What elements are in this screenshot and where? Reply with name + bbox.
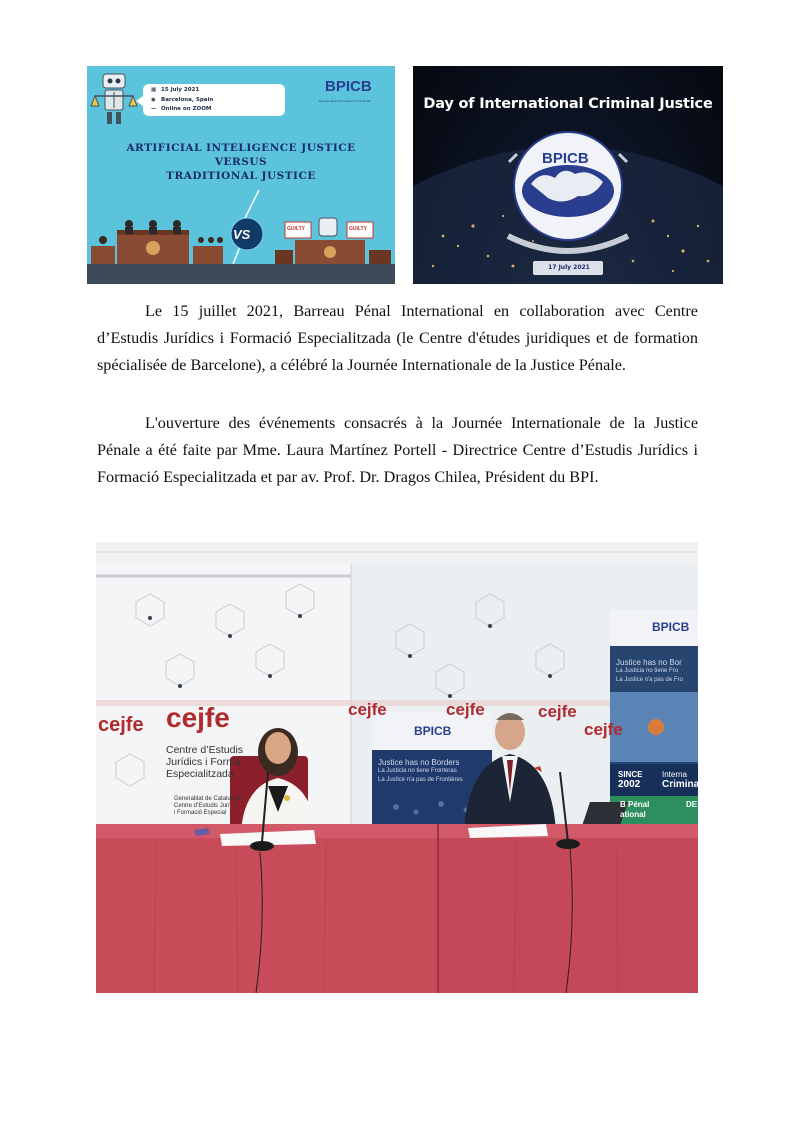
cejfe-wall-logo-center: cejfe bbox=[348, 700, 387, 719]
paragraph-2: L'ouverture des événements consacrés à la Journée Internationale de la Justice Pénale a été faite par Mme. Laura Martínez Portell - Directrice Centre d’Estudis Jurídics i Formació Especialitzada et par av. Prof. Dr. Dragos Chilea, Président du BPI. bbox=[97, 414, 698, 486]
bpicb-right-banner-logo: BPICB bbox=[652, 620, 690, 634]
banner-center-slogan bbox=[378, 758, 463, 785]
generalitat-line1: Generalitat de Catalunya bbox=[174, 796, 241, 802]
cejfe-main-logo: cejfe bbox=[166, 702, 230, 733]
since-year: 2002 bbox=[618, 779, 641, 790]
poster-day-of-international-criminal-justice bbox=[413, 66, 723, 284]
cejfe-name-line2: Jurídics i Forma bbox=[166, 756, 241, 768]
bpicb-banner-logo: BPICB bbox=[414, 724, 452, 738]
event-info-bubble bbox=[143, 84, 285, 116]
bpicb-logo: BPICB bbox=[542, 150, 589, 167]
event-photo bbox=[96, 542, 703, 993]
event-location: Barcelona, Spain bbox=[161, 97, 214, 103]
online-icon: — bbox=[151, 106, 157, 112]
poster-title-line2: VERSUS bbox=[214, 156, 268, 168]
guilty-sign-left: GUILTY bbox=[287, 226, 305, 232]
right-edge-label: DE bbox=[686, 800, 698, 809]
banner-right-line1: Justice has no Bor bbox=[616, 658, 682, 667]
banner-center-line3: La Justice n'a pas de Frontières bbox=[378, 777, 463, 783]
paragraph-1: Le 15 juillet 2021, Barreau Pénal International en collaboration avec Centre d’Estudis Jurídics i Formació Especialitzada (le Centre d'études juridiques et de formation spécialisée de Barcelone), a célébré la Journée Internationale de la Justice Pénale. bbox=[97, 302, 698, 374]
since-word: SINCE bbox=[618, 770, 643, 779]
poster-ai-vs-traditional-justice bbox=[87, 66, 395, 284]
pin-icon: ◉ bbox=[151, 97, 156, 103]
banner-center-line1: Justice has no Borders bbox=[378, 758, 460, 767]
guilty-sign-right: GUILTY bbox=[349, 226, 367, 232]
cejfe-wall-logo-left: cejfe bbox=[98, 714, 144, 736]
bpicb-logo: BPICB bbox=[325, 78, 372, 95]
cejfe-name-line3: Especialitzada bbox=[166, 768, 234, 780]
generalitat-line3: i Formació Especial bbox=[174, 810, 227, 816]
calendar-icon: ▦ bbox=[151, 87, 157, 93]
cejfe-wall-logo-far-right: cejfe bbox=[584, 720, 623, 739]
intl-line1: Interna bbox=[662, 770, 687, 779]
cejfe-name bbox=[166, 744, 243, 780]
cejfe-name-line1: Centre d’Estudis bbox=[166, 744, 244, 756]
event-online: Online on ZOOM bbox=[161, 106, 212, 112]
poster-title-line1: ARTIFICIAL INTELIGENCE JUSTICE bbox=[126, 142, 356, 154]
banner-right-line2: La Justicia no tiene Fro bbox=[616, 668, 679, 674]
cejfe-wall-logo-center-2: cejfe bbox=[446, 700, 485, 719]
banner-right-line3: La Justice n'a pas de Fro bbox=[616, 677, 683, 683]
poster-title-line3: TRADITIONAL JUSTICE bbox=[166, 170, 316, 182]
intl-line2: Criminal bbox=[662, 779, 703, 790]
barreau-line2: ational bbox=[620, 810, 646, 819]
banner-center-line2: La Justicia no tiene Fronteras bbox=[378, 768, 457, 774]
bpicb-logo-subtitle: Barreau Pénal International Criminal Bar bbox=[319, 100, 372, 103]
since-label bbox=[618, 770, 642, 790]
poster-floor bbox=[87, 264, 395, 284]
event-date: 15 July 2021 bbox=[161, 87, 200, 93]
robot-court-illustration bbox=[275, 216, 393, 268]
traditional-court-illustration bbox=[89, 216, 225, 268]
cejfe-wall-logo-right: cejfe bbox=[538, 702, 577, 721]
banner-right-slogan bbox=[616, 658, 683, 685]
vs-label: VS bbox=[233, 227, 251, 242]
generalitat-line2: Centre d’Estudis Jurí bbox=[174, 803, 230, 809]
barreau-label bbox=[620, 800, 649, 820]
poster-title: Day of International Criminal Justice bbox=[423, 96, 713, 112]
generalitat-label bbox=[174, 796, 240, 817]
intl-criminal-label bbox=[662, 770, 702, 790]
poster-date: 17 July 2021 bbox=[548, 264, 590, 271]
robot-scales-icon bbox=[89, 72, 141, 130]
barreau-line1: B Pénal bbox=[620, 800, 650, 809]
